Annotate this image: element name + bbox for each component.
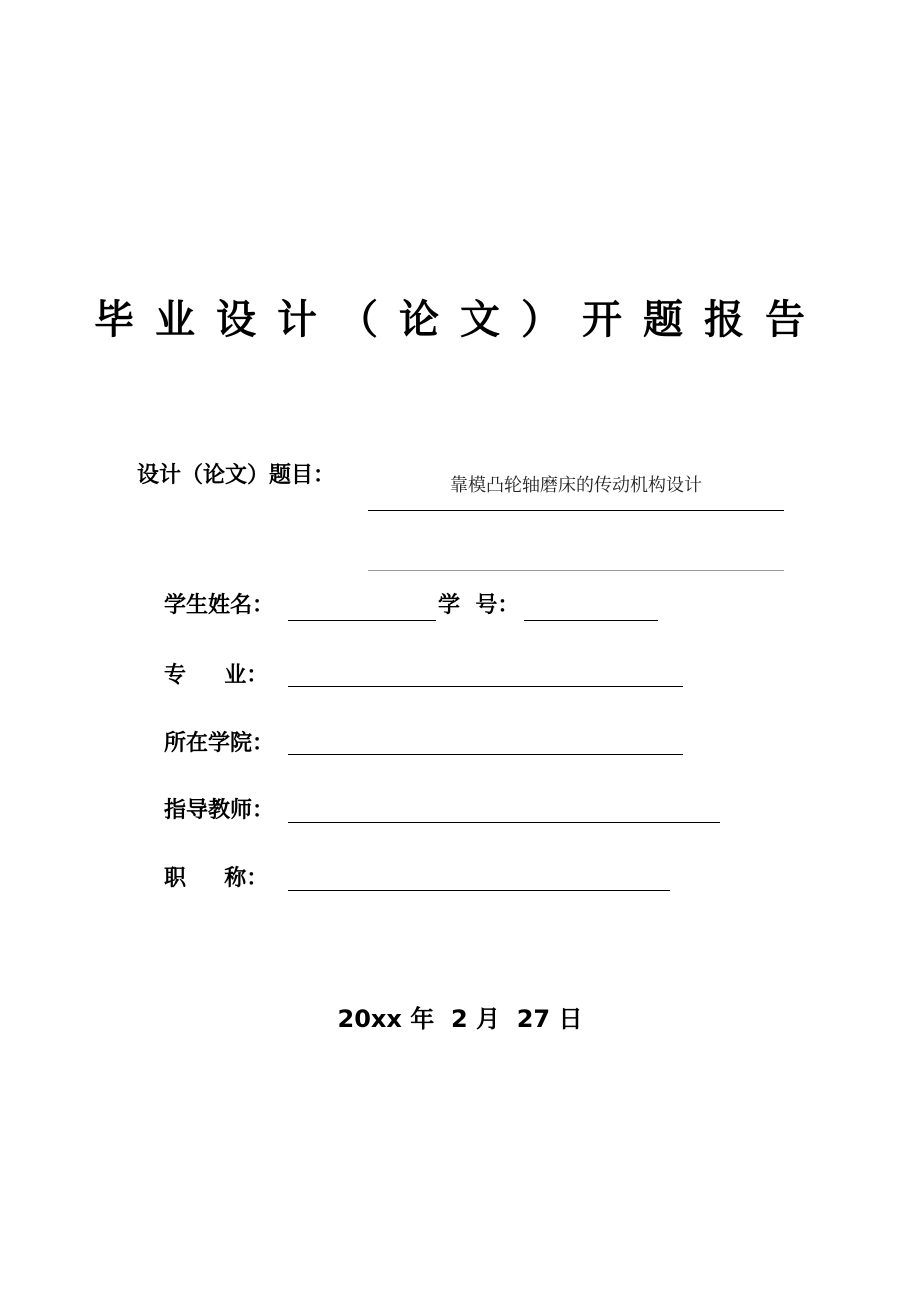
report-date: 20xx 年 2 月 27 日 xyxy=(337,1005,583,1033)
college-field[interactable] xyxy=(288,754,683,755)
topic-value: 靠模凸轮轴磨床的传动机构设计 xyxy=(450,475,702,496)
student-id-label: 学 号： xyxy=(438,593,520,618)
topic-underline-second xyxy=(368,570,784,571)
student-id-field[interactable] xyxy=(524,620,658,621)
page-title: 毕业设计（论文）开题报告 xyxy=(94,297,826,343)
advisor-label: 指导教师： xyxy=(164,798,275,823)
topic-underline xyxy=(368,510,784,511)
student-name-label: 学生姓名： xyxy=(164,593,275,618)
college-label: 所在学院： xyxy=(164,731,275,756)
major-field[interactable] xyxy=(288,686,683,687)
professional-title-field[interactable] xyxy=(288,890,670,891)
student-name-field[interactable] xyxy=(288,620,436,621)
major-label: 专 业： xyxy=(164,663,269,688)
advisor-field[interactable] xyxy=(288,822,720,823)
topic-label: 设计（论文）题目： xyxy=(137,463,336,488)
professional-title-label: 职 称： xyxy=(164,866,269,891)
